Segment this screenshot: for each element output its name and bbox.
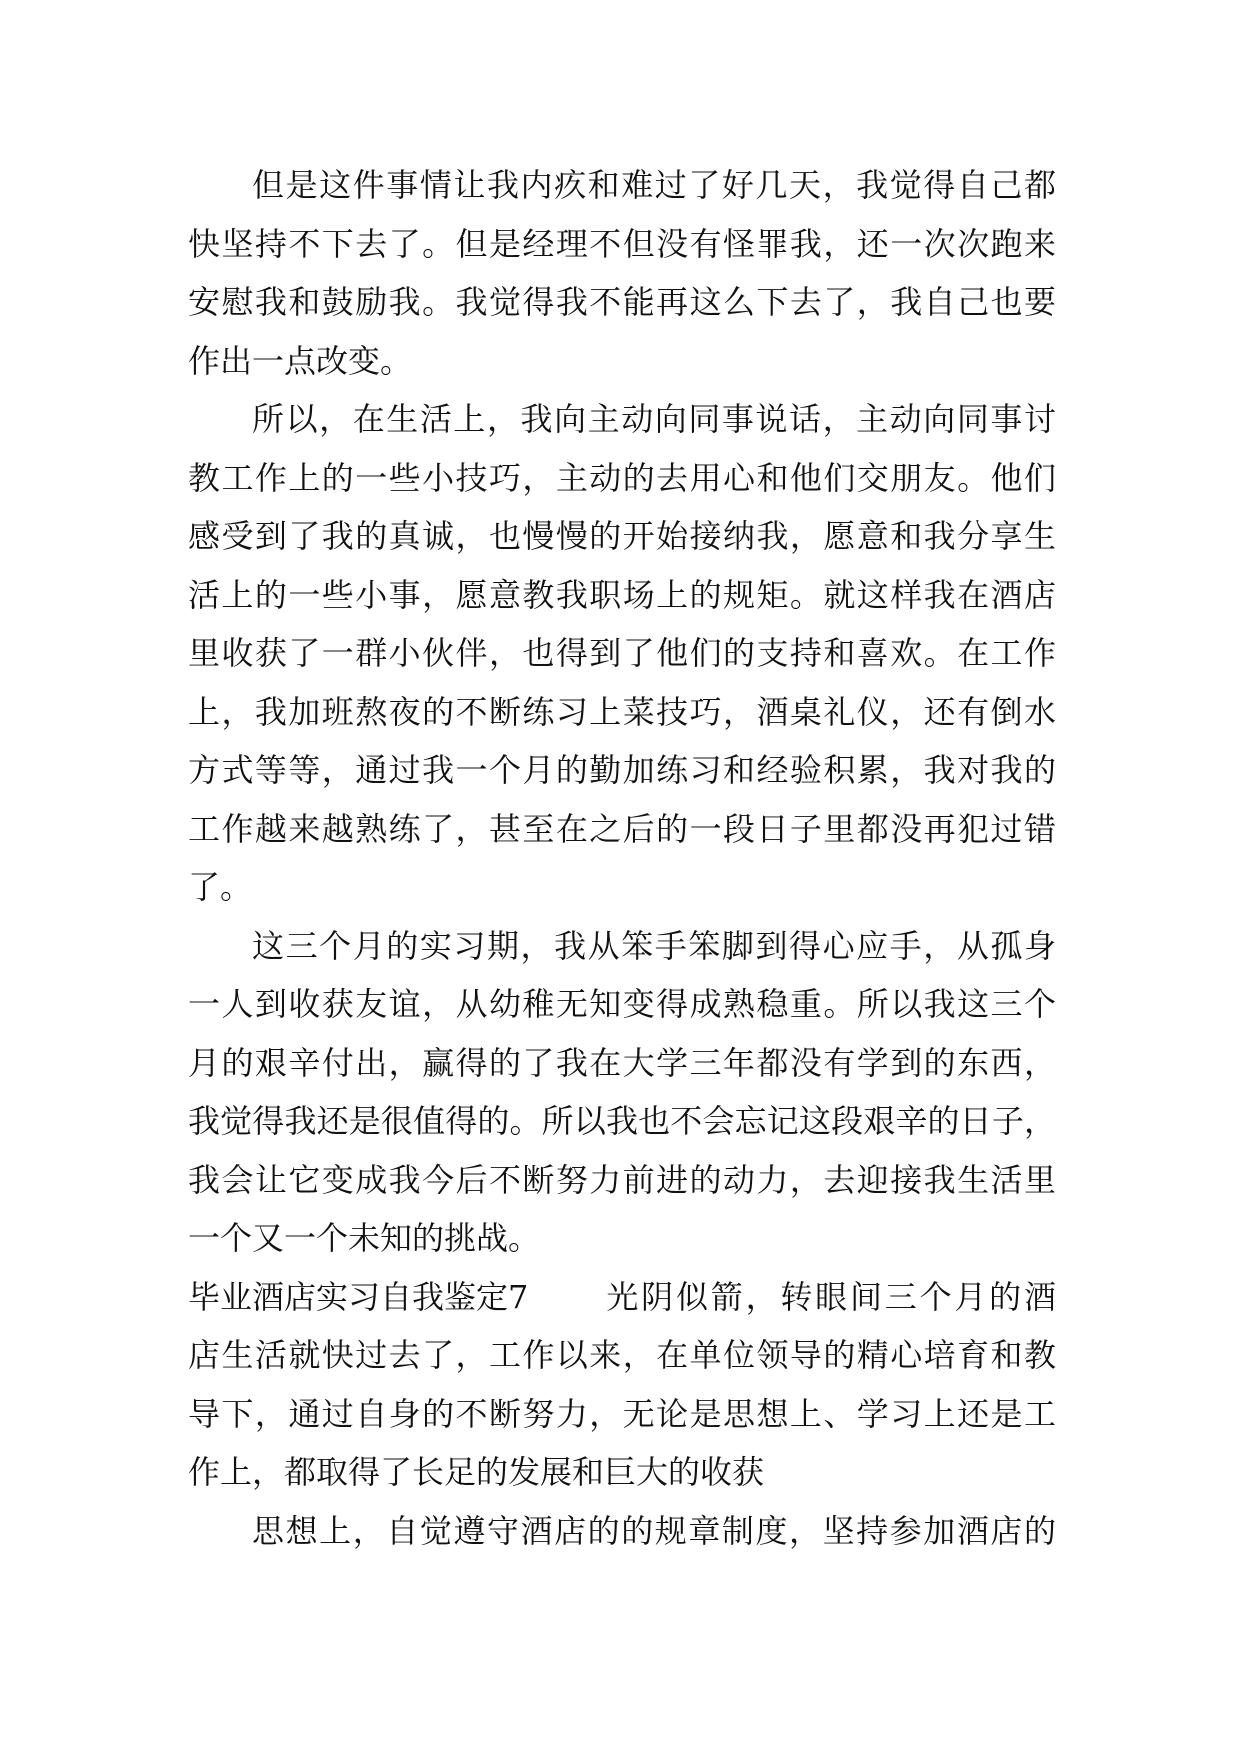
text-line: 感受到了我的真诚，也慢慢的开始接纳我，愿意和我分享生 [188,517,1056,555]
text-line: 一个又一个未知的挑战。 [188,1219,541,1257]
text-line: 活上的一些小事，愿意教我职场上的规矩。就这样我在酒店 [188,575,1056,614]
paragraph-4 [188,1268,1056,1502]
text-line: 里收获了一群小伙伴，也得到了他们的支持和喜欢。在工作 [188,634,1056,672]
text-line: 上，我加班熬夜的不断练习上菜技巧，酒桌礼仪，还有倒水 [188,692,1056,731]
text-line: 导下，通过自身的不断努力，无论是思想上、学习上还是工 [188,1394,1056,1433]
text-line: 店生活就快过去了，工作以来，在单位领导的精心培育和教 [188,1336,1056,1374]
text-line: 但是这件事情让我内疚和难过了好几天，我觉得自己都 [252,166,1056,204]
paragraph-1 [188,156,1056,390]
document-body [188,156,1056,1560]
heading-line [188,1268,1056,1327]
paragraph-5 [188,1502,1056,1561]
paragraph-3 [188,917,1056,1268]
text-line: 所以，在生活上，我向主动向同事说话，主动向同事讨 [252,400,1056,438]
text-line: 方式等等，通过我一个月的勤加练习和经验积累，我对我的 [188,751,1056,789]
text-line: 快坚持不下去了。但是经理不但没有怪罪我，还一次次跑来 [188,224,1056,263]
text-line: 了。 [188,868,253,906]
text-line: 月的艰辛付出，赢得的了我在大学三年都没有学到的东西， [188,1043,1056,1082]
text-line: 这三个月的实习期，我从笨手笨脚到得心应手，从孤身 [252,926,1056,965]
text-line: 一人到收获友谊，从幼稚无知变得成熟稳重。所以我这三个 [188,985,1056,1023]
section-heading: 毕业酒店实习自我鉴定7 [188,1277,529,1316]
text-line: 我会让它变成我今后不断努力前进的动力，去迎接我生活里 [188,1160,1056,1199]
text-line: 作出一点改变。 [188,341,413,380]
text-line: 工作越来越熟练了，甚至在之后的一段日子里都没再犯过错 [188,809,1056,848]
text-line: 教工作上的一些小技巧，主动的去用心和他们交朋友。他们 [188,458,1056,497]
text-line: 我觉得我还是很值得的。所以我也不会忘记这段艰辛的日子， [188,1102,1056,1140]
paragraph-2 [188,390,1056,917]
text-line: 光阴似箭，转眼间三个月的酒 [606,1277,1056,1316]
text-line: 安慰我和鼓励我。我觉得我不能再这么下去了，我自己也要 [188,283,1056,321]
text-line: 思想上，自觉遵守酒店的的规章制度，坚持参加酒店的 [252,1511,1056,1550]
text-line: 作上，都取得了长足的发展和巨大的收获 [188,1453,765,1491]
